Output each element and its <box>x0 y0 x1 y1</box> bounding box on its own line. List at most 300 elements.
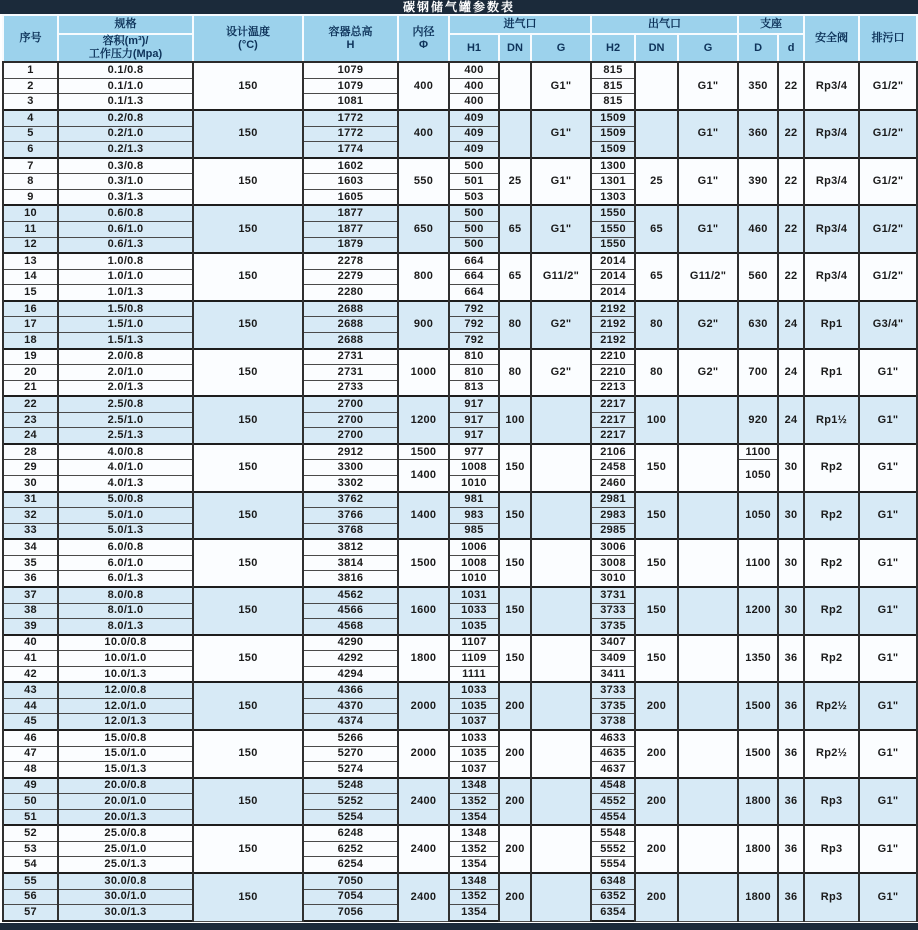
cell-inner-diameter: 1800 <box>398 635 449 683</box>
cell-seq: 19 <box>3 349 58 365</box>
cell-h2: 3407 <box>591 635 635 651</box>
cell-drain: G1" <box>859 682 917 730</box>
cell-inlet-dn: 200 <box>499 873 531 921</box>
cell-h1: 500 <box>449 205 499 221</box>
cell-safety-valve: Rp2 <box>804 492 859 540</box>
cell-inlet-g <box>531 825 591 873</box>
cell-total-height: 1774 <box>303 142 398 158</box>
cell-h1: 500 <box>449 222 499 237</box>
cell-seq: 52 <box>3 825 58 841</box>
cell-h2: 1509 <box>591 110 635 126</box>
cell-h2: 4637 <box>591 762 635 778</box>
cell-spec: 8.0/1.3 <box>58 619 193 635</box>
cell-design-temp: 150 <box>193 158 303 206</box>
cell-support-d: 24 <box>778 301 804 349</box>
cell-h2: 2210 <box>591 365 635 380</box>
cell-inner-diameter: 1000 <box>398 349 449 397</box>
cell-drain: G1/2" <box>859 62 917 110</box>
col-header-h1: H1 <box>449 34 499 62</box>
cell-seq: 18 <box>3 332 58 348</box>
cell-outlet-g <box>678 587 738 635</box>
cell-support-d: 36 <box>778 825 804 873</box>
cell-inlet-g: G2" <box>531 349 591 397</box>
col-header-inner-diameter <box>398 15 449 62</box>
cell-h2: 3733 <box>591 682 635 698</box>
cell-h2: 1300 <box>591 158 635 174</box>
cell-design-temp: 150 <box>193 62 303 110</box>
sheet-title: 碳钢储气罐参数表 <box>402 0 515 14</box>
cell-seq: 31 <box>3 492 58 508</box>
cell-h2: 2981 <box>591 492 635 508</box>
cell-inlet-dn <box>499 110 531 158</box>
cell-h2: 1509 <box>591 126 635 141</box>
cell-seq: 50 <box>3 794 58 809</box>
col-header-total-height <box>303 15 398 62</box>
cell-h1: 1033 <box>449 603 499 618</box>
cell-inlet-g <box>531 730 591 778</box>
cell-inlet-dn: 150 <box>499 444 531 492</box>
cell-total-height: 4292 <box>303 651 398 666</box>
cell-spec: 4.0/0.8 <box>58 444 193 460</box>
cell-spec: 1.5/0.8 <box>58 301 193 317</box>
cell-spec: 10.0/0.8 <box>58 635 193 651</box>
cell-h2: 3006 <box>591 539 635 555</box>
cell-support-D: 1100 <box>738 539 778 587</box>
cell-spec: 2.5/1.3 <box>58 428 193 444</box>
cell-support-d: 22 <box>778 110 804 158</box>
cell-outlet-dn: 200 <box>635 873 678 921</box>
cell-spec: 0.1/0.8 <box>58 62 193 78</box>
cell-h1: 500 <box>449 237 499 253</box>
cell-support-D: 1500 <box>738 682 778 730</box>
cell-spec: 6.0/1.0 <box>58 555 193 570</box>
cell-support-d: 36 <box>778 778 804 826</box>
cell-h1: 501 <box>449 174 499 189</box>
cell-seq: 48 <box>3 762 58 778</box>
cell-spec: 0.2/1.3 <box>58 142 193 158</box>
cell-safety-valve: Rp3 <box>804 778 859 826</box>
cell-design-temp: 150 <box>193 825 303 873</box>
cell-total-height: 4290 <box>303 635 398 651</box>
cell-support-D: 390 <box>738 158 778 206</box>
cell-spec: 15.0/1.0 <box>58 746 193 761</box>
cell-h1: 400 <box>449 94 499 110</box>
cell-drain: G1/2" <box>859 110 917 158</box>
cell-h1: 917 <box>449 428 499 444</box>
cell-inlet-dn: 100 <box>499 396 531 444</box>
cell-spec: 20.0/1.0 <box>58 794 193 809</box>
cell-design-temp: 150 <box>193 253 303 301</box>
cell-h1: 792 <box>449 301 499 317</box>
cell-spec: 6.0/1.3 <box>58 571 193 587</box>
cell-spec: 12.0/0.8 <box>58 682 193 698</box>
cell-h1: 1035 <box>449 619 499 635</box>
cell-total-height: 1877 <box>303 205 398 221</box>
cell-design-temp: 150 <box>193 635 303 683</box>
col-header-outlet-dn: DN <box>635 34 678 62</box>
cell-inlet-g <box>531 873 591 921</box>
col-header-support-d: d <box>778 34 804 62</box>
cell-inner-diameter: 1500 <box>398 539 449 587</box>
cell-safety-valve: Rp3/4 <box>804 205 859 253</box>
cell-spec: 2.0/0.8 <box>58 349 193 365</box>
cell-support-D: 1100 <box>738 444 778 460</box>
cell-h2: 3010 <box>591 571 635 587</box>
cell-h2: 815 <box>591 94 635 110</box>
cell-spec: 0.2/0.8 <box>58 110 193 126</box>
cell-h1: 409 <box>449 126 499 141</box>
cell-outlet-dn: 200 <box>635 825 678 873</box>
cell-spec: 0.2/1.0 <box>58 126 193 141</box>
cell-spec: 1.0/0.8 <box>58 253 193 269</box>
cell-h2: 2217 <box>591 428 635 444</box>
cell-inlet-dn: 200 <box>499 730 531 778</box>
cell-h2: 5552 <box>591 841 635 856</box>
cell-outlet-dn: 100 <box>635 396 678 444</box>
cell-seq: 38 <box>3 603 58 618</box>
cell-outlet-dn: 150 <box>635 492 678 540</box>
cell-inlet-dn: 200 <box>499 778 531 826</box>
cell-spec: 8.0/1.0 <box>58 603 193 618</box>
cell-inner-diameter: 2400 <box>398 778 449 826</box>
cell-seq: 49 <box>3 778 58 794</box>
cell-spec: 25.0/0.8 <box>58 825 193 841</box>
cell-total-height: 5254 <box>303 809 398 825</box>
cell-total-height: 5252 <box>303 794 398 809</box>
cell-inner-diameter: 2400 <box>398 873 449 921</box>
cell-inlet-g <box>531 492 591 540</box>
cell-h2: 2217 <box>591 396 635 412</box>
cell-h1: 1010 <box>449 475 499 491</box>
cell-seq: 23 <box>3 412 58 427</box>
col-header-h2: H2 <box>591 34 635 62</box>
cell-drain: G1" <box>859 635 917 683</box>
cell-h1: 664 <box>449 269 499 284</box>
cell-seq: 55 <box>3 873 58 889</box>
cell-seq: 28 <box>3 444 58 460</box>
cell-design-temp: 150 <box>193 301 303 349</box>
cell-drain: G1" <box>859 444 917 492</box>
cell-spec: 0.3/0.8 <box>58 158 193 174</box>
cell-safety-valve: Rp2 <box>804 587 859 635</box>
cell-h1: 1109 <box>449 651 499 666</box>
cell-total-height: 3300 <box>303 460 398 475</box>
cell-h1: 917 <box>449 412 499 427</box>
cell-h1: 500 <box>449 158 499 174</box>
cell-support-d: 30 <box>778 539 804 587</box>
cell-spec: 4.0/1.0 <box>58 460 193 475</box>
cell-h2: 2458 <box>591 460 635 475</box>
cell-support-D: 700 <box>738 349 778 397</box>
parameters-table <box>2 14 918 922</box>
cell-safety-valve: Rp2½ <box>804 730 859 778</box>
cell-h2: 2217 <box>591 412 635 427</box>
cell-h2: 2192 <box>591 301 635 317</box>
cell-seq: 46 <box>3 730 58 746</box>
cell-total-height: 7050 <box>303 873 398 889</box>
cell-inner-diameter: 900 <box>398 301 449 349</box>
cell-outlet-g: G1" <box>678 158 738 206</box>
cell-seq: 35 <box>3 555 58 570</box>
cell-outlet-g <box>678 730 738 778</box>
cell-total-height: 1602 <box>303 158 398 174</box>
group-header-inlet: 进气口 <box>449 15 591 34</box>
cell-inlet-g <box>531 539 591 587</box>
cell-spec: 0.3/1.3 <box>58 189 193 205</box>
cell-h2: 6352 <box>591 889 635 904</box>
cell-seq: 20 <box>3 365 58 380</box>
cell-spec: 1.5/1.0 <box>58 317 193 332</box>
cell-design-temp: 150 <box>193 444 303 492</box>
cell-seq: 15 <box>3 285 58 301</box>
cell-spec: 5.0/1.0 <box>58 508 193 523</box>
cell-seq: 45 <box>3 714 58 730</box>
cell-seq: 47 <box>3 746 58 761</box>
cell-total-height: 2688 <box>303 332 398 348</box>
cell-outlet-dn: 150 <box>635 587 678 635</box>
cell-outlet-dn: 200 <box>635 730 678 778</box>
cell-outlet-g <box>678 873 738 921</box>
cell-support-D: 1050 <box>738 492 778 540</box>
cell-total-height: 6248 <box>303 825 398 841</box>
col-header-drain: 排污口 <box>859 15 917 62</box>
cell-total-height: 6254 <box>303 857 398 873</box>
cell-spec: 15.0/1.3 <box>58 762 193 778</box>
cell-support-d: 36 <box>778 873 804 921</box>
cell-safety-valve: Rp3/4 <box>804 253 859 301</box>
cell-total-height: 2688 <box>303 301 398 317</box>
cell-seq: 56 <box>3 889 58 904</box>
cell-inner-diameter: 400 <box>398 62 449 110</box>
table-header <box>3 15 917 62</box>
cell-spec: 6.0/0.8 <box>58 539 193 555</box>
cell-h2: 5554 <box>591 857 635 873</box>
cell-outlet-g <box>678 825 738 873</box>
cell-spec: 0.6/1.0 <box>58 222 193 237</box>
cell-safety-valve: Rp2 <box>804 539 859 587</box>
cell-h1: 1352 <box>449 889 499 904</box>
spec-sub-pressure: 工作压力(Mpa) <box>88 48 163 61</box>
cell-h1: 977 <box>449 444 499 460</box>
cell-support-d: 36 <box>778 635 804 683</box>
cell-h1: 792 <box>449 317 499 332</box>
cell-safety-valve: Rp3 <box>804 873 859 921</box>
cell-inlet-dn: 65 <box>499 253 531 301</box>
cell-h2: 1301 <box>591 174 635 189</box>
cell-inlet-dn: 150 <box>499 492 531 540</box>
cell-h1: 1354 <box>449 905 499 921</box>
cell-spec: 25.0/1.0 <box>58 841 193 856</box>
cell-support-D: 1350 <box>738 635 778 683</box>
cell-inlet-g <box>531 396 591 444</box>
cell-total-height: 2700 <box>303 412 398 427</box>
cell-safety-valve: Rp3/4 <box>804 62 859 110</box>
cell-spec: 0.6/1.3 <box>58 237 193 253</box>
cell-seq: 44 <box>3 698 58 713</box>
cell-inner-diameter: 1500 <box>398 444 449 460</box>
cell-total-height: 2279 <box>303 269 398 284</box>
cell-outlet-g <box>678 778 738 826</box>
cell-support-d: 30 <box>778 492 804 540</box>
cell-h1: 1354 <box>449 857 499 873</box>
cell-h2: 4633 <box>591 730 635 746</box>
cell-seq: 37 <box>3 587 58 603</box>
cell-h1: 1107 <box>449 635 499 651</box>
cell-h2: 1550 <box>591 222 635 237</box>
cell-design-temp: 150 <box>193 873 303 921</box>
col-header-inlet-g: G <box>531 34 591 62</box>
cell-h1: 664 <box>449 253 499 269</box>
cell-seq: 9 <box>3 189 58 205</box>
cell-seq: 13 <box>3 253 58 269</box>
cell-h2: 3409 <box>591 651 635 666</box>
cell-seq: 43 <box>3 682 58 698</box>
group-header-outlet: 出气口 <box>591 15 738 34</box>
cell-support-d: 24 <box>778 349 804 397</box>
cell-total-height: 4370 <box>303 698 398 713</box>
cell-total-height: 3302 <box>303 475 398 491</box>
cell-h1: 792 <box>449 332 499 348</box>
cell-seq: 14 <box>3 269 58 284</box>
cell-h2: 815 <box>591 62 635 78</box>
cell-h1: 1037 <box>449 762 499 778</box>
inner-diameter-label: 内径 <box>412 25 435 38</box>
cell-total-height: 3768 <box>303 523 398 539</box>
cell-total-height: 2731 <box>303 365 398 380</box>
cell-spec: 12.0/1.3 <box>58 714 193 730</box>
cell-support-D: 560 <box>738 253 778 301</box>
cell-support-D: 1800 <box>738 825 778 873</box>
group-header-support: 支座 <box>738 15 804 34</box>
cell-inner-diameter: 1400 <box>398 492 449 540</box>
cell-inlet-g <box>531 778 591 826</box>
cell-h2: 2192 <box>591 332 635 348</box>
col-header-spec-group: 规格 <box>58 15 193 34</box>
cell-h2: 5548 <box>591 825 635 841</box>
cell-outlet-g <box>678 539 738 587</box>
cell-outlet-dn: 65 <box>635 253 678 301</box>
cell-seq: 8 <box>3 174 58 189</box>
cell-inlet-g: G2" <box>531 301 591 349</box>
col-header-safety-valve: 安全阀 <box>804 15 859 62</box>
cell-h2: 4552 <box>591 794 635 809</box>
cell-spec: 2.0/1.0 <box>58 365 193 380</box>
cell-h1: 409 <box>449 142 499 158</box>
cell-drain: G3/4" <box>859 301 917 349</box>
cell-total-height: 4568 <box>303 619 398 635</box>
cell-outlet-dn <box>635 62 678 110</box>
cell-h2: 3731 <box>591 587 635 603</box>
cell-outlet-dn: 200 <box>635 778 678 826</box>
cell-total-height: 2278 <box>303 253 398 269</box>
cell-outlet-g: G2" <box>678 349 738 397</box>
cell-inlet-g: G1" <box>531 205 591 253</box>
cell-total-height: 1772 <box>303 126 398 141</box>
cell-seq: 42 <box>3 666 58 682</box>
cell-spec: 30.0/1.3 <box>58 905 193 921</box>
cell-total-height: 1877 <box>303 222 398 237</box>
cell-inlet-dn: 150 <box>499 635 531 683</box>
cell-inner-diameter: 650 <box>398 205 449 253</box>
cell-inlet-dn: 80 <box>499 301 531 349</box>
cell-design-temp: 150 <box>193 539 303 587</box>
cell-h1: 1008 <box>449 555 499 570</box>
cell-drain: G1" <box>859 349 917 397</box>
cell-inner-diameter: 550 <box>398 158 449 206</box>
cell-h2: 6354 <box>591 905 635 921</box>
cell-design-temp: 150 <box>193 682 303 730</box>
cell-support-D: 360 <box>738 110 778 158</box>
cell-h1: 1006 <box>449 539 499 555</box>
cell-outlet-g <box>678 396 738 444</box>
cell-total-height: 2731 <box>303 349 398 365</box>
cell-outlet-dn: 150 <box>635 539 678 587</box>
cell-outlet-g: G1" <box>678 205 738 253</box>
cell-h2: 1303 <box>591 189 635 205</box>
cell-spec: 20.0/0.8 <box>58 778 193 794</box>
cell-support-d: 24 <box>778 396 804 444</box>
cell-spec: 10.0/1.3 <box>58 666 193 682</box>
cell-h2: 3735 <box>591 698 635 713</box>
cell-inlet-dn: 80 <box>499 349 531 397</box>
cell-outlet-g: G1" <box>678 62 738 110</box>
cell-inlet-g: G1" <box>531 110 591 158</box>
cell-h1: 813 <box>449 380 499 396</box>
cell-safety-valve: Rp3 <box>804 825 859 873</box>
cell-seq: 57 <box>3 905 58 921</box>
cell-spec: 0.1/1.3 <box>58 94 193 110</box>
cell-seq: 16 <box>3 301 58 317</box>
cell-seq: 21 <box>3 380 58 396</box>
cell-seq: 7 <box>3 158 58 174</box>
cell-h2: 3411 <box>591 666 635 682</box>
cell-seq: 51 <box>3 809 58 825</box>
cell-spec: 2.5/1.0 <box>58 412 193 427</box>
cell-seq: 24 <box>3 428 58 444</box>
cell-support-d: 36 <box>778 730 804 778</box>
cell-total-height: 5248 <box>303 778 398 794</box>
cell-h2: 2014 <box>591 269 635 284</box>
cell-total-height: 1772 <box>303 110 398 126</box>
cell-seq: 10 <box>3 205 58 221</box>
cell-outlet-g: G1" <box>678 110 738 158</box>
cell-drain: G1" <box>859 873 917 921</box>
cell-h2: 2213 <box>591 380 635 396</box>
cell-h2: 2210 <box>591 349 635 365</box>
cell-inner-diameter: 2000 <box>398 682 449 730</box>
cell-inlet-dn: 150 <box>499 587 531 635</box>
cell-spec: 5.0/1.3 <box>58 523 193 539</box>
cell-outlet-dn: 150 <box>635 444 678 492</box>
cell-design-temp: 150 <box>193 492 303 540</box>
cell-h2: 2106 <box>591 444 635 460</box>
total-height-symbol: H <box>346 38 355 51</box>
cell-h2: 6348 <box>591 873 635 889</box>
cell-inlet-dn <box>499 62 531 110</box>
cell-total-height: 7056 <box>303 905 398 921</box>
cell-h1: 810 <box>449 365 499 380</box>
cell-safety-valve: Rp2 <box>804 444 859 492</box>
cell-inlet-g: G11/2" <box>531 253 591 301</box>
cell-outlet-g: G11/2" <box>678 253 738 301</box>
cell-seq: 29 <box>3 460 58 475</box>
cell-outlet-g <box>678 635 738 683</box>
cell-total-height: 3766 <box>303 508 398 523</box>
cell-total-height: 5266 <box>303 730 398 746</box>
cell-inner-diameter: 1200 <box>398 396 449 444</box>
cell-support-d: 22 <box>778 158 804 206</box>
cell-h1: 1348 <box>449 873 499 889</box>
